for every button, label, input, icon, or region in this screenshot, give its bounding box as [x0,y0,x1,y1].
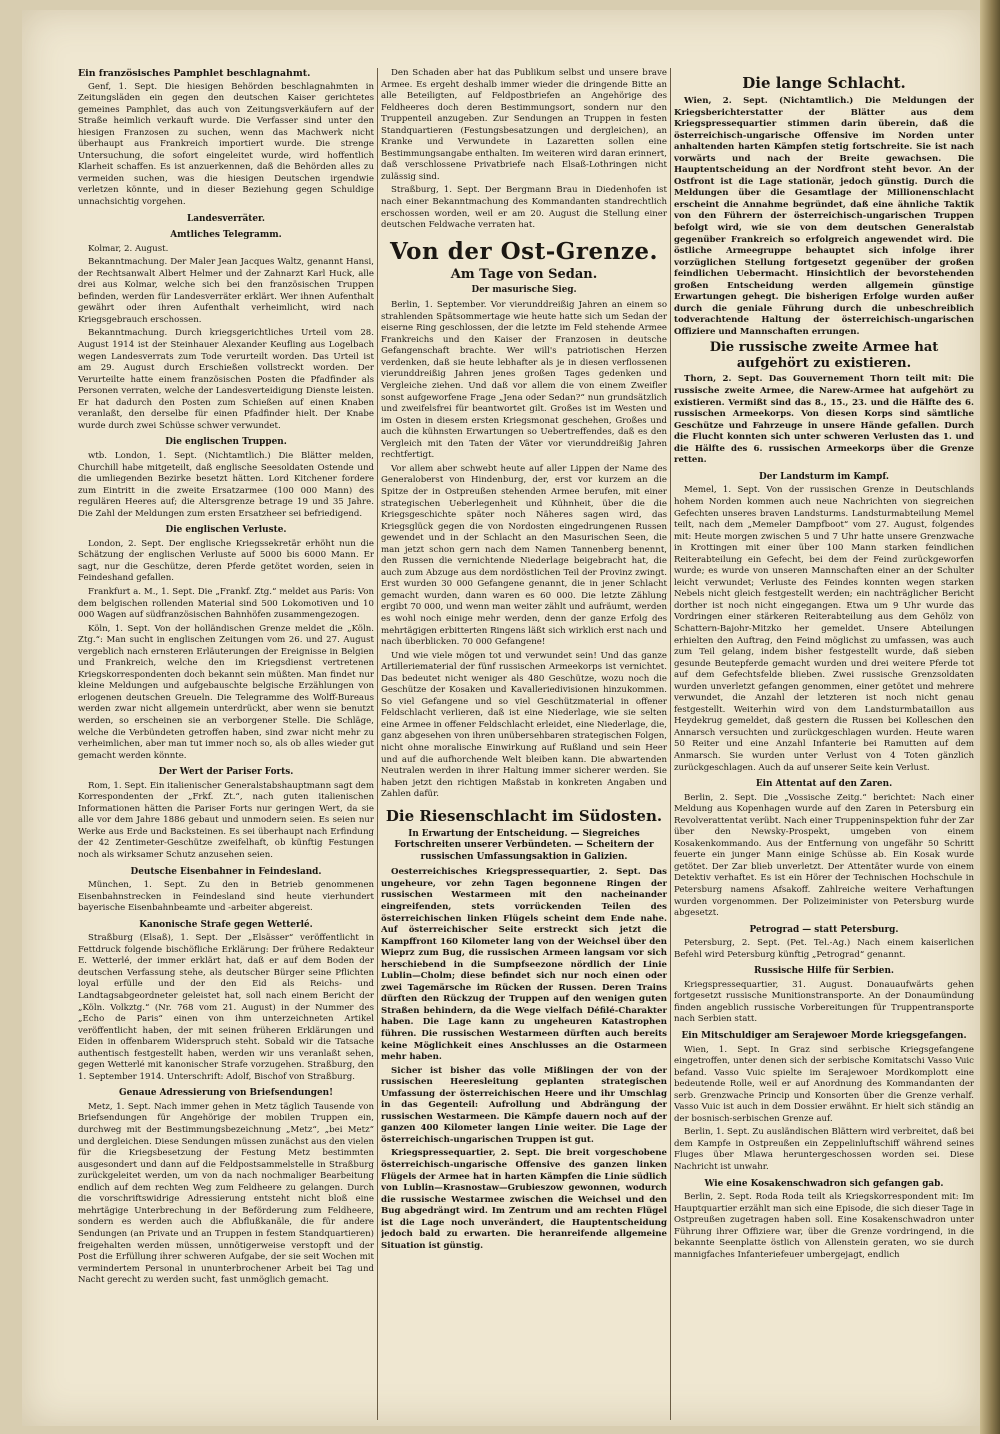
paragraph: Memel, 1. Sept. Von der russischen Grenze in Deutschlands hohem Norden kommen auch neue Nachrichten von siegreichen Gefechten unseres braven Landsturms. Landsturmabteilung Memel teilt, nach dem „Memeler Dampfboot“ vom 27. August, folgendes mit: Heute morgen zwischen 5 und 7 Uhr hatte unsere Grenzwache in Krottingen mit einer über 100 Mann starken feindlichen Reiterabteilung ein Gefecht, bei dem der Feind zurückgeworfen wurde; es wurde von unseren Mannschaften einer an der Schulter leicht verwundet; Verluste des Feindes konnten wegen starken Nebels nicht gleich festgestellt werden; ein nachträglicher Bericht dorther ist noch nicht eingegangen. Etwa um 9 Uhr wurde das Vordringen einer stärkeren Reiterabteilung aus dem Gehölz von Schattern-Bajohr-Mitzko her gemeldet. Unsere Abteilungen erhielten den Auftrag, den Feind möglichst zu umfassen, was auch zum Teil gelang, indem bisher festgestellt wurde, daß sieben gesunde Beutepferde gemacht wurden und drei weitere Pferde tot auf dem Gefechtsfelde blieben. Zwei russische Grenzsoldaten wurden unverletzt gefangen genommen, einer getötet und mehrere verwundet, die Anzahl der letzteren ist noch nicht genau festgestellt. Weiterhin wird von dem Landsturmbataillon aus Heydekrug gemeldet, daß gestern die Russen bei Kolleschen den Annarsch versuchten und zurückgeschlagen wurden. Heute waren 50 Reiter und eine Anzahl Infanterie bei Ramutten auf dem Anmarsch. Sie wurden unter Verlust von 4 Toten gänzlich zurückgeschlagen. Auch da auf unserer Seite kein Verlust. [674,485,974,773]
section-heading: Der Wert der Pariser Forts. [158,767,294,778]
column-right [674,68,974,1420]
paragraph: Petersburg, 2. Sept. (Pet. Tel.-Ag.) Nach einem kaiserlichen Befehl wird Petersburg künftig „Petrograd“ genannt. [674,938,974,960]
paragraph: Straßburg, 1. Sept. Der Bergmann Brau in Diedenhofen ist nach einer Bekanntmachung des Kommandanten standrechtlich erschossen worden, weil er am 20. August die Stellung einer deutschen Feldwache verraten hat. [381,185,667,231]
main-headline: Von der Ost-Grenze. [389,237,659,265]
paragraph: Berlin, 2. Sept. Roda Roda teilt als Kriegskorrespondent mit: Im Hauptquartier erzählt man sich eine Episode, die sich dieser Tage in Ostpreußen zugetragen haben soll. Eine Kosakenschwadron unter Führung ihrer Offiziere war, über die Grenze vordringend, in die bekannte Seenplatte östlich von Allenstein geraten, wo sie durch mannigfaches Infanteriefeuer umbergejagt, endlich [674,1192,974,1260]
paragraph: Bekanntmachung. Der Maler Jean Jacques Waltz, genannt Hansi, der Rechtsanwalt Albert Helmer und der Zahnarzt Karl Huck, alle drei aus Kolmar, welche sich bei den französischen Truppen befinden, werden für Landesverräter erklärt. Wer ihnen Aufenthalt gewährt oder ihren Aufenthalt verheimlicht, wird nach Kriegsgebrauch erschossen. [78,257,374,325]
headline: Die Riesenschlacht im Südosten. [385,806,663,825]
paragraph: Berlin, 1. September. Vor vierunddreißig Jahren an einem so strahlenden Spätsommertage wie heute hatte sich um Sedan der eiserne Ring geschlossen, der die letzte im Feld stehende Armee Frankreichs und den Kaiser der Franzosen in deutsche Gefangenschaft brachte. Wer will's patriotischen Herzen verdenken, daß sie heute lebhafter als je in diesen verflossenen vierunddreißig Jahren jenes großen Tages gedenken und Vergleiche ziehen. Und daß vor allem die von einem Zweifler sonst aufgeworfene Frage „Jena oder Sedan?“ nun grundsätzlich und zweifelsfrei für beantwortet gilt. Großes ist im Westen und im Osten in diesem ersten Kriegsmonat geschehen, Großes und auch die kühnsten Erwartungen so Uebertreffendes, daß es den Vergleich mit den Taten der Väter vor vierunddreißig Jahren rechtfertigt. [381,300,667,461]
section-heading: Wie eine Kosakenschwadron sich gefangen gab. [704,1178,944,1189]
bold-paragraph: Thorn, 2. Sept. Das Gouvernement Thorn teilt mit: Die russische zweite Armee, die Narew-Armee hat aufgehört zu existieren. Vermißt sind das 8., 15., 23. und die Hälfte des 6. russischen Armeekorps. Von diesen Korps sind sämtliche Geschütze und Fahrzeuge in unsere Hände gefallen. Durch die Flucht konnten sich unter schweren Verlusten das 1. und die Hälfte des 6. russischen Armeekorps über die Grenze retten. [674,374,974,466]
article-title: Ein französisches Pamphlet beschlagnahmt. [78,68,311,79]
page-binding-edge [980,0,1000,1434]
paragraph: Rom, 1. Sept. Ein italienischer Generalstabshauptmann sagt dem Korrespondenten der „Frkf. Zt.“, nach guten italienischen Informationen hätten die Pariser Forts nur geringen Wert, da sie alle vor dem Jahre 1886 gebaut und unmodern seien. Es seien nur Werke aus Erde und Backsteinen. Es sei überhaupt nach Erfindung der 42 Zentimeter-Geschütze zweifelhaft, ob künftig Festungen noch als wirksamer Schutz anzusehen seien. [78,780,374,860]
section-heading: Landesverräter. [187,213,265,224]
paragraph: Und wie viele mögen tot und verwundet sein! Und das ganze Artilleriematerial der fünf russischen Armeekorps ist vernichtet. Das bedeutet nicht weniger als 480 Geschütze, wozu noch die Geschütze der Kosaken und Kavalleriedivisionen hinzukommen. So viel Gefangene und so viel Geschützmaterial in offener Feldschlacht verlieren, daß ist eine Niederlage, wie sie selten eine Armee in offener Feldschlacht erleidet, eine Niederlage, die, ganz abgesehen von ihren unübersehbaren strategischen Folgen, nicht ohne moralische Einwirkung auf Rußland und sein Heer und auf die aufhorchende Welt bleiben kann. Die abwartenden Neutralen werden in ihrer Haltung immer sicherer werden. Sie haben jetzt den richtigen Maßstab in konkreten Angaben und Zahlen dafür. [381,650,667,800]
paragraph: London, 2. Sept. Der englische Kriegssekretär erhöht nun die Schätzung der englischen Verluste auf 5000 bis 6000 Mann. Er sagt, nur die Geschütze, deren Pferde getötet worden, seien in Feindeshand gefallen. [78,538,374,584]
section-heading: Kanonische Strafe gegen Wetterlé. [139,919,313,930]
paragraph: Bekanntmachung. Durch kriegsgerichtliches Urteil vom 28. August 1914 ist der Steinhauer Alexander Keufling aus Logelbach wegen Landesverrats zum Tode verurteilt worden. Das Urteil ist am 29. August durch Erschießen vollstreckt worden. Der Verurteilte hatte einem französischen Posten die Pfadfinder als Personen verraten, welche der Landesverteidigung Dienste leisten. Er hat dadurch den Posten zum Schießen auf einen Knaben veranlaßt, den derselbe für einen Pfadfinder hielt. Der Knabe wurde durch zwei Schüsse schwer verwundet. [78,328,374,431]
paragraph: Köln, 1. Sept. Von der holländischen Grenze meldet die „Köln. Ztg.“: Man sucht in englischen Zeitungen vom 26. und 27. August vergeblich nach ernsteren Erläuterungen der Ereignisse in Belgien und Frankreich, welche den im Kriegsdienst vertretenen Kriegskorrespondenten doch bekannt sein müßten. Man findet nur kleine Meldungen und aufgebauschte belgische Erzählungen von erlogenen deutschen Greueln. Die Telegramme des Wolff-Bureaus werden zwar nicht allgemein unterdrückt, aber wenn sie benutzt werden, so erscheinen sie an verborgener Stelle. Die Schläge, welche die Verbündeten getroffen haben, sind zwar nicht mehr zu verheimlichen, aber man tut immer noch so, als ob alles wieder gut gemacht werden könnte. [78,623,374,761]
section-heading: Genaue Adressierung von Briefsendungen! [119,1088,333,1099]
subheadline: Die russische zweite Armee hat aufgehört zu existieren. [709,340,939,372]
section-heading: Petrograd — statt Petersburg. [749,924,899,935]
minor-heading: Der masurische Sieg. [471,284,577,295]
paragraph: Berlin, 1. Sept. Zu ausländischen Blättern wird verbreitet, daß bei dem Kampfe in Ostpreußen ein Zeppelinluftschiff während seines Fluges über Mlawa heruntergeschossen worden sei. Diese Nachricht ist unwahr. [674,1127,974,1173]
paragraph: Kolmar, 2. August. [88,243,169,254]
newspaper-page [22,10,980,1426]
paragraph: Vor allem aber schwebt heute auf aller Lippen der Name des Generaloberst von Hindenburg, der, erst vor kurzem an die Spitze der in Ostpreußen stehenden Armee berufen, mit einer strategischen Ueberlegenheit und Kühnheit, über die die Kriegsgeschichte später noch Näheres sagen wird, das Kriegsglück gegen die von Nordosten eingedrungenen Russen gewendet und in der Schlacht an den Masurischen Seen, die man jetzt schon gern nach dem Namen Tannenberg benennt, den Russen die vernichtende Niederlage beigebracht hat, die auch zum Abzuge aus dem nordöstlichen Teil der Provinz zwingt. Erst wurden 30 000 Gefangene genannt, die in jener Schlacht gemacht wurden, dann waren es 60 000. Die letzte Zählung ergibt 70 000, und wenn man weiter zählt und aufräumt, werden es wohl noch einige mehr werden, denn der ganze Erfolg des mehrtägigen erbitterten Ringens läßt sich wirklich erst nach und nach überblicken. 70 000 Gefangene! [381,463,667,648]
paragraph: Kriegspressequartier, 31. August. Donauaufwärts gehen fortgesetzt russische Munitionstransporte. An der Donaumündung finden angeblich russische Vorbereitungen für Truppentransporte nach Serbien statt. [674,979,974,1025]
bold-paragraph: Kriegspressequartier, 2. Sept. Die breit vorgeschobene österreichisch-ungarische Offensive des ganzen linken Flügels der Armee hat in harten Kämpfen die Linie südlich von Lublin—Krasnostaw—Grubieszow gewonnen, wodurch die russische Westarmee zwischen die Weichsel und den Bug abgedrängt wird. Im Zentrum und am rechten Flügel ist die Lage noch unverändert, die Hauptentscheidung jedoch bald zu erwarten. Die heranreifende allgemeine Situation ist günstig. [381,1148,667,1251]
section-heading: Die englischen Verluste. [165,525,287,536]
column-rule [670,68,671,1420]
section-heading: Ein Mitschuldiger am Serajewoer Morde kriegsgefangen. [681,1031,967,1042]
section-heading: Russische Hilfe für Serbien. [754,966,894,977]
headline: Die lange Schlacht. [742,74,906,92]
section-heading: Der Landsturm im Kampf. [759,471,889,482]
section-heading: Amtliches Telegramm. [170,230,282,241]
section-heading: Ein Attentat auf den Zaren. [755,779,893,790]
section-heading: Die englischen Truppen. [165,437,287,448]
paragraph: Genf, 1. Sept. Die hiesigen Behörden beschlagnahmten in Zeitungsläden ein gegen den deutschen Kaiser gerichtetes gemeines Pamphlet, das auch von Zeitungsverkäufern auf der Straße heimlich verkauft wurde. Die Verfasser sind unter den hiesigen Franzosen zu suchen, wenn das Machwerk nicht überhaupt aus Frankreich importiert wurde. Die strenge Untersuchung, die sofort eingeleitet wurde, wird hoffentlich Klarheit schaffen. Es ist anzuerkennen, daß die Behörden alles zu vermeiden suchen, was die hiesigen Deutschen irgendwie verletzen könnte, und in dieser Beziehung gegen Schuldige unnachsichtig vorgehen. [78,81,374,208]
column-left [78,68,374,1420]
paragraph: Straßburg (Elsaß), 1. Sept. Der „Elsässer“ veröffentlicht in Fettdruck folgende bischöfliche Erklärung: Der frühere Redakteur E. Wetterlé, der immer erklärt hat, daß er auf dem Boden der deutschen Verfassung stehe, als deutscher Bürger seine Pflichten loyal erfülle und der den Eid als Reichs- und Landtagsabgeordneter geleistet hat, soll nach einem Bericht der „Köln. Volkztg.“ (Nr. 768 vom 21. August) in der Nummer des „Echo de Paris“ einen von ihm unterzeichneten Artikel veröffentlicht haben, der mit seinen früheren Erklärungen und Eiden in offenbarem Widerspruch steht. Sobald wir die Tatsache authentisch festgestellt haben, werden wir uns veranlaßt sehen, gegen Wetterlé mit kanonischer Strafe vorzugehen. Straßburg, den 1. September 1914. Unterschrift: Adolf, Bischof von Straßburg. [78,933,374,1082]
subheadline: Am Tage von Sedan. [450,266,598,282]
paragraph: Frankfurt a. M., 1. Sept. Die „Frankf. Ztg.“ meldet aus Paris: Von dem belgischen rollenden Material sind 500 Lokomotiven und 10 000 Wagen auf südfranzösischen Bahnhöfen zusammengezogen. [78,586,374,621]
paragraph: Wien, 1. Sept. In Graz sind serbische Kriegsgefangene eingetroffen, unter denen sich der serbische Komitatschi Vasso Vuic befand. Vasso Vuic spielte im Serajewoer Mordkomplott eine bedeutende Rolle, weil er auf Anordnung des Kommandanten der serb. Grenzwache Princip und Konsorten über die Grenze verhalf. Vasso Vuic ist auch in dem Dossier erwähnt. Er hielt sich ständig an der bosnisch-serbischen Grenze auf. [674,1044,974,1124]
paragraph: wtb. London, 1. Sept. (Nichtamtlich.) Die Blätter melden, Churchill habe mitgeteilt, daß englische Seesoldaten Ostende und die umliegenden Bezirke besetzt hätten. Lord Kitchener fordere zum Eintritt in die zweite Ersatzarmee (100 000 Mann) des regulären Heeres auf; die Altersgrenze betrage 19 und 35 Jahre. Die Zahl der Meldungen zum ersten Ersatzheer sei befriedigend. [78,450,374,519]
column-rule [377,68,378,1420]
column-middle [381,68,667,1420]
bold-paragraph: Wien, 2. Sept. (Nichtamtlich.) Die Meldungen der Kriegsberichterstatter der Blätter aus dem Kriegspressequartier stimmen darin überein, daß die österreichisch-ungarische Offensive im Norden unter anhaltenden harten Kämpfen stetig fortschreite. Sie ist nach vorwärts und nach der Breite gewachsen. Die Hauptentscheidung an der Nordfront steht bevor. An der Ostfront ist die Lage stationär, jedoch günstig. Durch die Meldungen über die Gesamtlage der Millionenschlacht erscheint die Annahme begründet, daß eine ähnliche Taktik von den Führern der österreichisch-ungarischen Truppen befolgt wird, wie sie von dem deutschen Generalstab gegenüber Frankreich so erfolgreich angewendet wird. Die östliche Armeegruppe behauptet sich infolge ihrer vorzüglichen Stellung fortgesetzt gegenüber der großen feindlichen Uebermacht. Hinsichtlich der bevorstehenden großen Entscheidung werden allgemein günstige Erwartungen gehegt. Die bisherigen Erfolge wurden außer durch die geniale Führung durch die unbeschreiblich todverachtende Haltung der österreichisch-ungarischen Offiziere und Mannschaften errungen. [674,96,974,337]
bold-paragraph: Oesterreichisches Kriegspressequartier, 2. Sept. Das ungeheure, vor zehn Tagen begonnene Ringen der russischen Westarmeen mit den nacheinander eingreifenden, stets vorrückenden Teilen des österreichischen linken Flügels scheint dem Ende nahe. Auf österreichischer Seite erstreckt sich jetzt die Kampffront 160 Kilometer lang von der Weichsel über den Wieprz zum Bug, die russischen Armeen langsam vor sich herschiebend in die Sumpfseezone nördlich der Linie Lublin—Cholm; diese befindet sich nur noch einen oder zwei Tagemärsche im Rücken der Russen. Deren Trains dürften den Rückzug der Truppen auf den wenigen guten Straßen behindern, da die Wege vielfach Défilé-Charakter haben. Die Lage kann zu ungeheuren Katastrophen führen. Die russischen Westarmeen dürften auch bereits keine Möglichkeit eines Anschlusses an die Ostarmeen mehr haben. [381,867,667,1063]
paragraph: Metz, 1. Sept. Nach immer gehen in Metz täglich Tausende von Briefsendungen für Angehörige der mobilen Truppen ein, durchweg mit der Bestimmungsbezeichnung „Metz“, „bei Metz“ und dergleichen. Diese Sendungen müssen zunächst aus den vielen für die Kriegsbesetzung der Festung Metz bestimmten ausgesondert und dann auf die Feldpostsammelstelle in Straßburg zurückgeleitet werden, um von da nach nochmaliger Bearbeitung endlich auf dem rechten Weg zum Feldheere zu gelangen. Durch die vorschriftswidrige Adressierung entsteht nicht bloß eine mehrtägige Unterbrechung in der Beförderung zum Feldheere, sondern es werden auch die Abflußkanäle, die für andere Sendungen (an Private und an Truppen in festem Standquartieren) freigehalten werden müssen, unnötigerweise verstopft und der Post die Erfüllung ihrer schweren Aufgabe, der sie seit Wochen mit vermindertem Personal in ununterbrochener Arbeit bei Tag und Nacht gerecht zu werden sucht, fast unmöglich gemacht. [78,1101,374,1286]
paragraph: Den Schaden aber hat das Publikum selbst und unsere brave Armee. Es ergeht deshalb immer wieder die dringende Bitte an alle Beteiligten, auf Feldpostbriefen an Angehörige des Feldheeres doch deren Bestimmungsort, sondern nur den Truppenteil anzugeben. Zur Sendungen an Truppen in festen Standquartieren (Festungsbesatzungen und dergleichen), an Kranke und Verwundete in Lazaretten sollen eine Bestimmungsangabe enthalten. Im weiteren wird daran erinnert, daß verschlossene Privatbriefe nach Elsaß-Lothringen nicht zulässig sind. [381,68,667,182]
paragraph: München, 1. Sept. Zu den in Betrieb genommenen Eisenbahnstrecken in Feindesland sind heute vierhundert bayerische Eisenbahnbeamte und -arbeiter abgereist. [78,880,374,914]
deck: In Erwartung der Entscheidung. — Siegreiches Fortschreiten unserer Verbündeten. — Scheitern der russischen Umfassungsaktion in Galizien. [394,828,654,862]
paragraph: Berlin, 2. Sept. Die „Vossische Zeitg.“ berichtet: Nach einer Meldung aus Kopenhagen wurde auf den Zaren in Petersburg ein Revolverattentat verübt. Nach einer Truppeninspektion fuhr der Zar über den Newsky-Prospekt, umgeben von einem Kosakenkommando. Aus der Entfernung von ungefähr 50 Schritt feuerte ein junger Mann einige Schüsse ab. Ein Kosak wurde getötet. Der Zar blieb unverletzt. Der Attentäter wurde von einem Detektiv verhaftet. Es ist ein Hörer der Technischen Hochschule in Petersburg namens Afsakoff. Zahlreiche weitere Verhaftungen wurden vorgenommen. Der Polizeiminister von Petersburg wurde abgesetzt. [674,792,974,919]
section-heading: Deutsche Eisenbahner in Feindesland. [130,866,322,877]
bold-paragraph: Sicher ist bisher das volle Mißlingen der von der russischen Heeresleitung geplanten strategischen Umfassung der österreichischen Heere und ihr Umschlag in das Gegenteil: Aufrollung und Abdrängung der russischen Westarmeen. Die Kämpfe dauern noch auf der ganzen 400 Kilometer langen Linie weiter. Die Lage der österreichisch-ungarischen Truppen ist gut. [381,1065,667,1145]
